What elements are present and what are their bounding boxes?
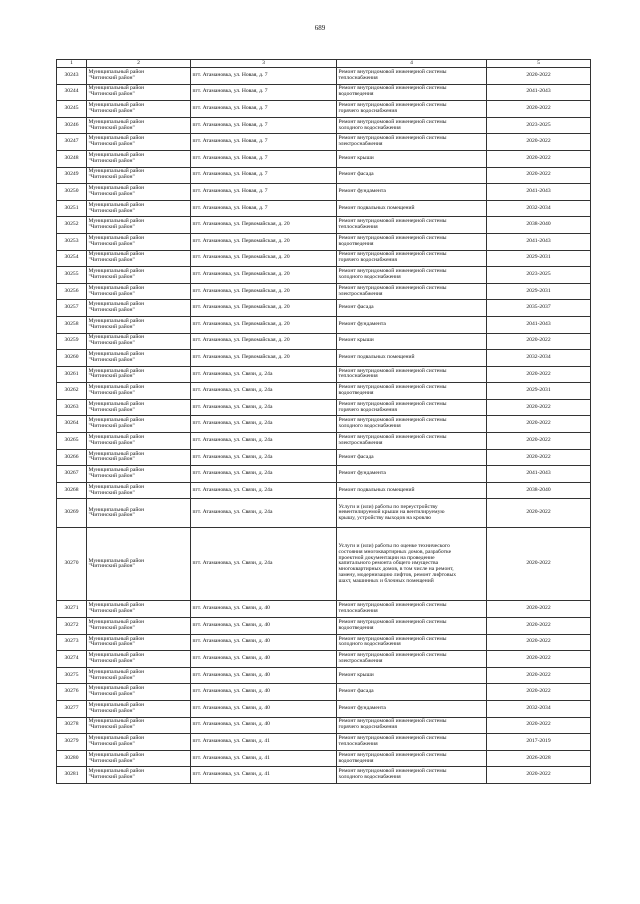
row-number: 30278	[57, 717, 87, 734]
district-cell: Муниципальный район "Читинский район"	[87, 150, 191, 167]
address-cell: пгт. Атамановка, ул. Первомайская, д. 20	[191, 233, 337, 250]
table-row	[57, 167, 591, 184]
row-number: 30274	[57, 651, 87, 668]
address-cell: пгт. Атамановка, ул. Новая, д. 7	[191, 167, 337, 184]
address-cell: пгт. Атамановка, ул. Связи, д. 24а	[191, 416, 337, 433]
district-cell: Муниципальный район "Читинский район"	[87, 233, 191, 250]
table-row	[57, 250, 591, 267]
district-cell: Муниципальный район "Читинский район"	[87, 601, 191, 618]
period-cell: 2020-2022	[487, 528, 591, 601]
district-cell: Муниципальный район "Читинский район"	[87, 217, 191, 234]
table-row	[57, 217, 591, 234]
work-type-cell: Ремонт внутридомовой инженерной системы горячего водоснабжения	[337, 250, 487, 267]
address-cell: пгт. Атамановка, ул. Первомайская, д. 20	[191, 267, 337, 284]
table-row	[57, 333, 591, 350]
period-cell: 2020-2022	[487, 433, 591, 450]
address-cell: пгт. Атамановка, ул. Связи, д. 24а	[191, 383, 337, 400]
work-type-cell: Ремонт фундамента	[337, 184, 487, 201]
district-cell: Муниципальный район "Читинский район"	[87, 250, 191, 267]
header-col-3: 3	[191, 60, 337, 68]
row-number: 30260	[57, 350, 87, 367]
address-cell: пгт. Атамановка, ул. Новая, д. 7	[191, 134, 337, 151]
table-row	[57, 200, 591, 217]
period-cell: 2020-2022	[487, 634, 591, 651]
address-cell: пгт. Атамановка, ул. Связи, д. 24а	[191, 528, 337, 601]
row-number: 30246	[57, 117, 87, 134]
row-number: 30271	[57, 601, 87, 618]
address-cell: пгт. Атамановка, ул. Связи, д. 24а	[191, 449, 337, 466]
work-type-cell: Ремонт внутридомовой инженерной системы электроснабжения	[337, 134, 487, 151]
table-row	[57, 734, 591, 751]
table-row	[57, 667, 591, 684]
address-cell: пгт. Атамановка, ул. Новая, д. 7	[191, 184, 337, 201]
address-cell: пгт. Атамановка, ул. Связи, д. 40	[191, 717, 337, 734]
address-cell: пгт. Атамановка, ул. Связи, д. 41	[191, 767, 337, 784]
period-cell: 2020-2022	[487, 399, 591, 416]
period-cell: 2020-2022	[487, 416, 591, 433]
address-cell: пгт. Атамановка, ул. Первомайская, д. 20	[191, 350, 337, 367]
work-type-cell: Ремонт внутридомовой инженерной системы электроснабжения	[337, 283, 487, 300]
work-type-cell: Ремонт подвальных помещений	[337, 200, 487, 217]
district-cell: Муниципальный район "Читинский район"	[87, 101, 191, 118]
row-number: 30262	[57, 383, 87, 400]
row-number: 30243	[57, 68, 87, 85]
district-cell: Муниципальный район "Читинский район"	[87, 316, 191, 333]
district-cell: Муниципальный район "Читинский район"	[87, 84, 191, 101]
row-number: 30270	[57, 528, 87, 601]
period-cell: 2020-2022	[487, 499, 591, 528]
table-body	[57, 68, 591, 784]
work-type-cell: Ремонт внутридомовой инженерной системы горячего водоснабжения	[337, 399, 487, 416]
table-row	[57, 449, 591, 466]
table-row	[57, 300, 591, 317]
period-cell: 2020-2022	[487, 333, 591, 350]
address-cell: пгт. Атамановка, ул. Связи, д. 40	[191, 601, 337, 618]
work-type-cell: Ремонт фундамента	[337, 316, 487, 333]
district-cell: Муниципальный район "Читинский район"	[87, 134, 191, 151]
table-row	[57, 84, 591, 101]
row-number: 30280	[57, 750, 87, 767]
district-cell: Муниципальный район "Читинский район"	[87, 684, 191, 701]
table-row	[57, 482, 591, 499]
work-type-cell: Услуги и (или) работы по оценке технического состояния многоквартирных домов, разработке проектной документации на проведение капитального ремонта общего имущества многоквартирных домов, в том числе на ремонт, замену, модернизацию лифтов, ремонт лифтовых шахт, машинных и блочных помещений	[337, 528, 487, 601]
work-type-cell: Ремонт внутридомовой инженерной системы водоотведения	[337, 618, 487, 635]
work-type-cell: Ремонт внутридомовой инженерной системы водоотведения	[337, 383, 487, 400]
table-row	[57, 233, 591, 250]
period-cell: 2038-2040	[487, 482, 591, 499]
work-type-cell: Ремонт внутридомовой инженерной системы горячего водоснабжения	[337, 717, 487, 734]
work-type-cell: Ремонт фасада	[337, 167, 487, 184]
work-type-cell: Ремонт внутридомовой инженерной системы холодного водоснабжения	[337, 416, 487, 433]
period-cell: 2020-2022	[487, 68, 591, 85]
repair-schedule-table	[56, 59, 591, 784]
period-cell: 2038-2040	[487, 217, 591, 234]
work-type-cell: Ремонт фундамента	[337, 466, 487, 483]
address-cell: пгт. Атамановка, ул. Новая, д. 7	[191, 200, 337, 217]
page-number: 689	[314, 24, 326, 32]
row-number: 30281	[57, 767, 87, 784]
row-number: 30253	[57, 233, 87, 250]
work-type-cell: Ремонт крыши	[337, 667, 487, 684]
work-type-cell: Ремонт внутридомовой инженерной системы холодного водоснабжения	[337, 267, 487, 284]
table-row	[57, 68, 591, 85]
table-row	[57, 651, 591, 668]
district-cell: Муниципальный район "Читинский район"	[87, 267, 191, 284]
header-col-1: 1	[57, 60, 87, 68]
address-cell: пгт. Атамановка, ул. Новая, д. 7	[191, 150, 337, 167]
header-col-2: 2	[87, 60, 191, 68]
table-row	[57, 117, 591, 134]
district-cell: Муниципальный район "Читинский район"	[87, 767, 191, 784]
address-cell: пгт. Атамановка, ул. Связи, д. 24а	[191, 366, 337, 383]
period-cell: 2020-2022	[487, 618, 591, 635]
period-cell: 2032-2034	[487, 701, 591, 718]
row-number: 30247	[57, 134, 87, 151]
work-type-cell: Ремонт внутридомовой инженерной системы электроснабжения	[337, 433, 487, 450]
period-cell: 2041-2043	[487, 316, 591, 333]
row-number: 30272	[57, 618, 87, 635]
header-row	[57, 60, 591, 68]
district-cell: Муниципальный район "Читинский район"	[87, 528, 191, 601]
table-row	[57, 618, 591, 635]
address-cell: пгт. Атамановка, ул. Связи, д. 24а	[191, 433, 337, 450]
table-row	[57, 134, 591, 151]
work-type-cell: Ремонт внутридомовой инженерной системы теплоснабжения	[337, 366, 487, 383]
row-number: 30255	[57, 267, 87, 284]
district-cell: Муниципальный район "Читинский район"	[87, 300, 191, 317]
table-row	[57, 528, 591, 601]
district-cell: Муниципальный район "Читинский район"	[87, 283, 191, 300]
period-cell: 2029-2031	[487, 383, 591, 400]
work-type-cell: Ремонт внутридомовой инженерной системы холодного водоснабжения	[337, 117, 487, 134]
district-cell: Муниципальный район "Читинский район"	[87, 651, 191, 668]
work-type-cell: Ремонт подвальных помещений	[337, 350, 487, 367]
table-row	[57, 350, 591, 367]
period-cell: 2029-2031	[487, 283, 591, 300]
row-number: 30269	[57, 499, 87, 528]
period-cell: 2020-2022	[487, 717, 591, 734]
table-row	[57, 383, 591, 400]
address-cell: пгт. Атамановка, ул. Первомайская, д. 20	[191, 217, 337, 234]
table-row	[57, 499, 591, 528]
work-type-cell: Ремонт фасада	[337, 449, 487, 466]
address-cell: пгт. Атамановка, ул. Новая, д. 7	[191, 101, 337, 118]
district-cell: Муниципальный район "Читинский район"	[87, 200, 191, 217]
table-row	[57, 466, 591, 483]
work-type-cell: Ремонт внутридомовой инженерной системы водоотведения	[337, 84, 487, 101]
row-number: 30252	[57, 217, 87, 234]
table-row	[57, 184, 591, 201]
row-number: 30264	[57, 416, 87, 433]
table-row	[57, 684, 591, 701]
row-number: 30250	[57, 184, 87, 201]
table-row	[57, 701, 591, 718]
table-row	[57, 283, 591, 300]
row-number: 30254	[57, 250, 87, 267]
header-col-4: 4	[337, 60, 487, 68]
work-type-cell: Ремонт подвальных помещений	[337, 482, 487, 499]
table-row	[57, 433, 591, 450]
table-row	[57, 101, 591, 118]
district-cell: Муниципальный район "Читинский район"	[87, 734, 191, 751]
address-cell: пгт. Атамановка, ул. Связи, д. 40	[191, 651, 337, 668]
row-number: 30279	[57, 734, 87, 751]
table-row	[57, 316, 591, 333]
district-cell: Муниципальный район "Читинский район"	[87, 184, 191, 201]
period-cell: 2041-2043	[487, 233, 591, 250]
period-cell: 2023-2025	[487, 117, 591, 134]
address-cell: пгт. Атамановка, ул. Первомайская, д. 20	[191, 333, 337, 350]
period-cell: 2017-2019	[487, 734, 591, 751]
work-type-cell: Ремонт фасада	[337, 684, 487, 701]
work-type-cell: Ремонт внутридомовой инженерной системы теплоснабжения	[337, 68, 487, 85]
row-number: 30258	[57, 316, 87, 333]
table-row	[57, 634, 591, 651]
row-number: 30248	[57, 150, 87, 167]
work-type-cell: Ремонт внутридомовой инженерной системы холодного водоснабжения	[337, 634, 487, 651]
row-number: 30261	[57, 366, 87, 383]
address-cell: пгт. Атамановка, ул. Связи, д. 40	[191, 684, 337, 701]
district-cell: Муниципальный район "Читинский район"	[87, 482, 191, 499]
district-cell: Муниципальный район "Читинский район"	[87, 333, 191, 350]
row-number: 30275	[57, 667, 87, 684]
period-cell: 2029-2031	[487, 250, 591, 267]
row-number: 30263	[57, 399, 87, 416]
district-cell: Муниципальный район "Читинский район"	[87, 466, 191, 483]
table-row	[57, 399, 591, 416]
district-cell: Муниципальный район "Читинский район"	[87, 449, 191, 466]
address-cell: пгт. Атамановка, ул. Связи, д. 24а	[191, 399, 337, 416]
address-cell: пгт. Атамановка, ул. Связи, д. 40	[191, 634, 337, 651]
address-cell: пгт. Атамановка, ул. Связи, д. 24а	[191, 499, 337, 528]
address-cell: пгт. Атамановка, ул. Связи, д. 24а	[191, 482, 337, 499]
period-cell: 2020-2022	[487, 601, 591, 618]
address-cell: пгт. Атамановка, ул. Первомайская, д. 20	[191, 316, 337, 333]
address-cell: пгт. Атамановка, ул. Связи, д. 41	[191, 750, 337, 767]
work-type-cell: Ремонт фундамента	[337, 701, 487, 718]
row-number: 30244	[57, 84, 87, 101]
district-cell: Муниципальный район "Читинский район"	[87, 717, 191, 734]
district-cell: Муниципальный район "Читинский район"	[87, 117, 191, 134]
period-cell: 2020-2022	[487, 767, 591, 784]
district-cell: Муниципальный район "Читинский район"	[87, 750, 191, 767]
row-number: 30249	[57, 167, 87, 184]
district-cell: Муниципальный район "Читинский район"	[87, 701, 191, 718]
district-cell: Муниципальный район "Читинский район"	[87, 366, 191, 383]
period-cell: 2020-2022	[487, 150, 591, 167]
address-cell: пгт. Атамановка, ул. Новая, д. 7	[191, 68, 337, 85]
period-cell: 2020-2022	[487, 366, 591, 383]
address-cell: пгт. Атамановка, ул. Связи, д. 40	[191, 701, 337, 718]
district-cell: Муниципальный район "Читинский район"	[87, 634, 191, 651]
row-number: 30256	[57, 283, 87, 300]
district-cell: Муниципальный район "Читинский район"	[87, 399, 191, 416]
address-cell: пгт. Атамановка, ул. Новая, д. 7	[191, 84, 337, 101]
table-row	[57, 767, 591, 784]
district-cell: Муниципальный район "Читинский район"	[87, 350, 191, 367]
row-number: 30273	[57, 634, 87, 651]
period-cell: 2041-2043	[487, 466, 591, 483]
row-number: 30276	[57, 684, 87, 701]
row-number: 30268	[57, 482, 87, 499]
row-number: 30245	[57, 101, 87, 118]
period-cell: 2020-2022	[487, 651, 591, 668]
table-row	[57, 717, 591, 734]
row-number: 30265	[57, 433, 87, 450]
district-cell: Муниципальный район "Читинский район"	[87, 416, 191, 433]
row-number: 30267	[57, 466, 87, 483]
period-cell: 2026-2028	[487, 750, 591, 767]
work-type-cell: Ремонт фасада	[337, 300, 487, 317]
address-cell: пгт. Атамановка, ул. Связи, д. 41	[191, 734, 337, 751]
table-row	[57, 416, 591, 433]
period-cell: 2020-2022	[487, 684, 591, 701]
work-type-cell: Ремонт крыши	[337, 150, 487, 167]
table-row	[57, 601, 591, 618]
district-cell: Муниципальный район "Читинский район"	[87, 167, 191, 184]
period-cell: 2023-2025	[487, 267, 591, 284]
address-cell: пгт. Атамановка, ул. Первомайская, д. 20	[191, 300, 337, 317]
period-cell: 2035-2037	[487, 300, 591, 317]
period-cell: 2041-2043	[487, 84, 591, 101]
period-cell: 2032-2034	[487, 350, 591, 367]
work-type-cell: Ремонт внутридомовой инженерной системы холодного водоснабжения	[337, 767, 487, 784]
row-number: 30257	[57, 300, 87, 317]
address-cell: пгт. Атамановка, ул. Первомайская, д. 20	[191, 250, 337, 267]
table-row	[57, 150, 591, 167]
period-cell: 2020-2022	[487, 667, 591, 684]
table-row	[57, 366, 591, 383]
table-row	[57, 750, 591, 767]
work-type-cell: Ремонт внутридомовой инженерной системы водоотведения	[337, 750, 487, 767]
row-number: 30251	[57, 200, 87, 217]
work-type-cell: Ремонт внутридомовой инженерной системы электроснабжения	[337, 651, 487, 668]
period-cell: 2020-2022	[487, 101, 591, 118]
row-number: 30259	[57, 333, 87, 350]
address-cell: пгт. Атамановка, ул. Связи, д. 40	[191, 618, 337, 635]
period-cell: 2020-2022	[487, 167, 591, 184]
address-cell: пгт. Атамановка, ул. Новая, д. 7	[191, 117, 337, 134]
district-cell: Муниципальный район "Читинский район"	[87, 667, 191, 684]
row-number: 30277	[57, 701, 87, 718]
work-type-cell: Ремонт внутридомовой инженерной системы теплоснабжения	[337, 734, 487, 751]
work-type-cell: Услуги и (или) работы по переустройству невентилируемой крыши на вентилируемую крышу, устройству выходов на кровлю	[337, 499, 487, 528]
district-cell: Муниципальный район "Читинский район"	[87, 383, 191, 400]
address-cell: пгт. Атамановка, ул. Первомайская, д. 20	[191, 283, 337, 300]
district-cell: Муниципальный район "Читинский район"	[87, 433, 191, 450]
period-cell: 2020-2022	[487, 449, 591, 466]
header-col-5: 5	[487, 60, 591, 68]
district-cell: Муниципальный район "Читинский район"	[87, 499, 191, 528]
work-type-cell: Ремонт внутридомовой инженерной системы теплоснабжения	[337, 601, 487, 618]
address-cell: пгт. Атамановка, ул. Связи, д. 40	[191, 667, 337, 684]
work-type-cell: Ремонт внутридомовой инженерной системы горячего водоснабжения	[337, 101, 487, 118]
work-type-cell: Ремонт внутридомовой инженерной системы водоотведения	[337, 233, 487, 250]
period-cell: 2032-2034	[487, 200, 591, 217]
address-cell: пгт. Атамановка, ул. Связи, д. 24а	[191, 466, 337, 483]
period-cell: 2020-2022	[487, 134, 591, 151]
work-type-cell: Ремонт крыши	[337, 333, 487, 350]
table-row	[57, 267, 591, 284]
district-cell: Муниципальный район "Читинский район"	[87, 618, 191, 635]
work-type-cell: Ремонт внутридомовой инженерной системы теплоснабжения	[337, 217, 487, 234]
period-cell: 2041-2043	[487, 184, 591, 201]
row-number: 30266	[57, 449, 87, 466]
district-cell: Муниципальный район "Читинский район"	[87, 68, 191, 85]
